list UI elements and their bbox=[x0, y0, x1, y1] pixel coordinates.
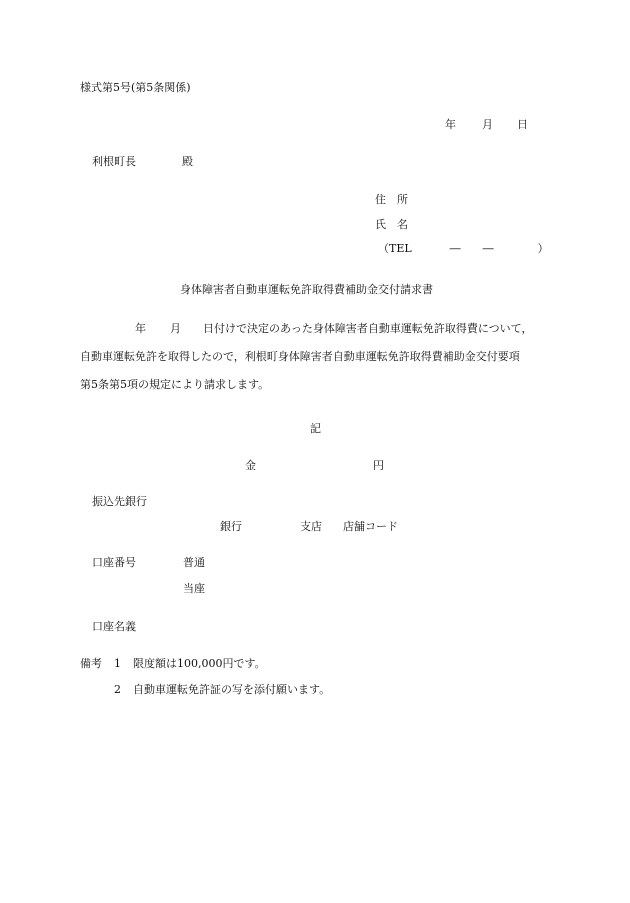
account-type-current: 当座 bbox=[183, 582, 205, 595]
notes-label: 備考 bbox=[80, 657, 102, 670]
tel-close: ） bbox=[537, 242, 549, 255]
tel-label: （TEL bbox=[378, 242, 412, 255]
ki-heading: 記 bbox=[310, 422, 321, 435]
applicant-tel bbox=[378, 242, 549, 256]
body-month-label: 月 bbox=[170, 322, 181, 335]
note-text: 限度額は100,000円です。 bbox=[133, 657, 266, 670]
account-number-label: 口座番号 bbox=[92, 556, 136, 569]
date-day-label: 日 bbox=[517, 118, 528, 131]
note-item bbox=[114, 657, 266, 671]
document-title: 身体障害者自動車運転免許取得費補助金交付請求書 bbox=[180, 283, 433, 296]
form-number: 様式第5号(第5条関係) bbox=[80, 81, 191, 94]
body-line-3: 第5条第5項の規定により請求します。 bbox=[80, 378, 270, 391]
bank-label: 振込先銀行 bbox=[92, 495, 147, 508]
body-line-1-text: 日付けで決定のあった身体障害者自動車運転免許取得費について， bbox=[203, 322, 533, 335]
note-number: 1 bbox=[114, 657, 121, 670]
date-month-label: 月 bbox=[482, 118, 493, 131]
addressee-honorific: 殿 bbox=[182, 155, 193, 168]
addressee-name: 利根町長 bbox=[92, 155, 136, 168]
addressee bbox=[92, 155, 193, 169]
body-line-1 bbox=[135, 322, 532, 336]
branch-suffix: 支店 bbox=[300, 520, 322, 533]
date-year-label: 年 bbox=[445, 118, 456, 131]
amount-label: 金 bbox=[245, 459, 256, 472]
body-year-label: 年 bbox=[135, 322, 146, 335]
note-text: 自動車運転免許証の写を添付願います。 bbox=[133, 683, 331, 696]
account-type-ordinary: 普通 bbox=[183, 556, 205, 569]
bank-line bbox=[220, 520, 398, 534]
body-line-2: 自動車運転免許を取得したので，利根町身体障害者自動車運転免許取得費補助金交付要項 bbox=[80, 350, 520, 363]
date-line bbox=[445, 118, 528, 132]
applicant-name-label: 氏 名 bbox=[375, 218, 408, 231]
bank-suffix: 銀行 bbox=[220, 520, 242, 533]
applicant-address-label: 住 所 bbox=[375, 193, 408, 206]
note-item bbox=[114, 683, 330, 697]
account-holder-label: 口座名義 bbox=[92, 620, 136, 633]
tel-dash-2: ― bbox=[482, 242, 494, 255]
tel-dash-1: ― bbox=[449, 242, 461, 255]
note-number: 2 bbox=[114, 683, 121, 696]
branch-code-label: 店舗コード bbox=[343, 520, 398, 533]
amount-unit: 円 bbox=[373, 459, 384, 472]
